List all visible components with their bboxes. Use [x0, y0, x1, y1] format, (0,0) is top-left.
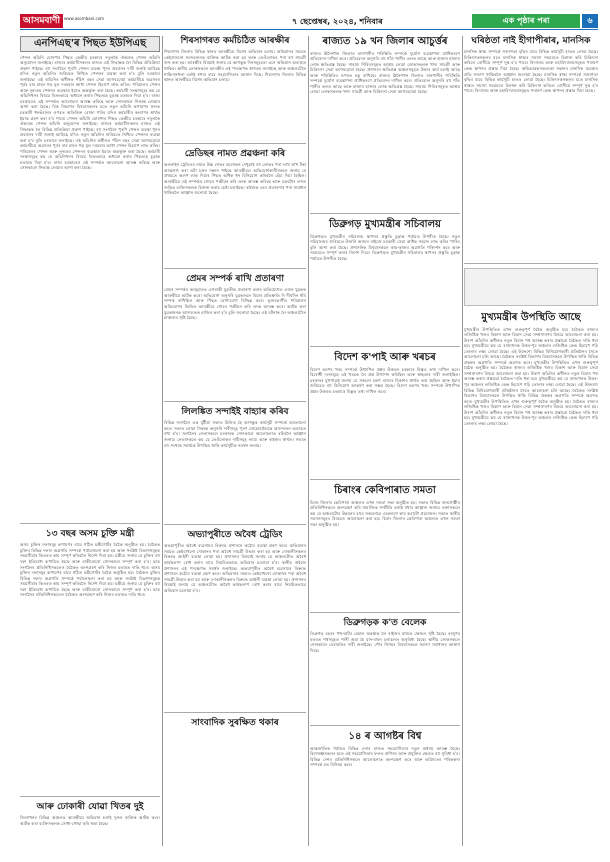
- article-body: ডিব্ৰুগড়ত মুখ্যমন্ত্ৰীৰ সচিবালয় স্থাপনৰ প্ৰস্তুতি চূড়ান্ত পৰ্যায়ত উপনীত হৈছে। নতুন সচিবালয়ৰ জৰিয়তে উজনি অসমৰ ৰাইজে চৰকাৰী সেৱা অধিক সহজে লাভ কৰিব পাৰিব বুলি আশা কৰা হৈছে। প্ৰশাসনিক বিষয়াসকলে কাম-কাজৰ অগ্ৰগতি পৰিদৰ্শন কৰে আৰু সময়মতে সম্পূৰ্ণ কৰাৰ নিৰ্দেশ দিয়ে। ডিব্ৰুগড়ত মুখ্যমন্ত্ৰীৰ সচিবালয় স্থাপনৰ প্ৰস্তুতি চূড়ান্ত পৰ্যায়ত উপনীত হৈছে।: [310, 233, 460, 261]
- newspaper-logo[interactable]: আসমবাণী: [20, 14, 63, 28]
- column-4: [464, 34, 598, 850]
- article-bottom: [20, 800, 160, 844]
- article-sivasagar: [164, 34, 306, 144]
- headline[interactable]: বিদেশ ক'পাই আৰু খৰচৰ: [334, 352, 436, 363]
- headline[interactable]: ডিব্ৰুগড় মুখ্যমন্ত্ৰীৰ সচিবালয়: [329, 219, 441, 230]
- headline[interactable]: শিৰসাগৰত কৰ্মচিঠিত আৰক্ষীৰ: [180, 36, 290, 46]
- website-text: www.asombani.com: [64, 16, 105, 21]
- column-2: [164, 34, 306, 850]
- article-mental-health: [464, 34, 598, 264]
- headline[interactable]: ঘৰিষ্ঠতা নাই হীগাপীৰাৰ, মানসিক: [471, 36, 591, 46]
- article-body: মুখ্যমন্ত্ৰীৰ উপস্থিতিত এখন গুৰুত্বপূৰ্ণ বৈঠক অনুষ্ঠিত হয়। বৈঠকত ৰাজ্যৰ লজিষ্টিক খণ্ডৰ বিকাশ আৰু বিমান সেৱা সম্প্ৰসাৰণৰ বিষয়ে আলোচনা কৰা হয়। উৰাণ আঁচনিৰ অধীনত নতুন বিমান পথ আৰম্ভ কৰাৰ প্ৰস্তাৱো বৈঠকত দাঙি ধৰা হয়। মুখ্যমন্ত্ৰীয়ে কয় যে ৰাজ্যখনক উত্তৰ-পূব অঞ্চলৰ লজিষ্টিক কেন্দ্ৰ হিচাপে গঢ়ি তোলাৰ লক্ষ্য লোৱা হৈছে। এই উদ্দেশ্যে বিভিন্ন বিনিয়োগকাৰী প্ৰতিষ্ঠানৰ সৈতে আলোচনা চলি আছে। বৈঠকত সংশ্লিষ্ট বিভাগৰ বিষয়াসকলে উপস্থিত থাকি বিভিন্ন প্ৰকল্পৰ অগ্ৰগতি সম্পৰ্কে অৱগত কৰে। মুখ্যমন্ত্ৰীৰ উপস্থিতিত এখন গুৰুত্বপূৰ্ণ বৈঠক অনুষ্ঠিত হয়। বৈঠকত ৰাজ্যৰ লজিষ্টিক খণ্ডৰ বিকাশ আৰু বিমান সেৱা সম্প্ৰসাৰণৰ বিষয়ে আলোচনা কৰা হয়। উৰাণ আঁচনিৰ অধীনত নতুন বিমান পথ আৰম্ভ কৰাৰ প্ৰস্তাৱো বৈঠকত দাঙি ধৰা হয়। মুখ্যমন্ত্ৰীয়ে কয় যে ৰাজ্যখনক উত্তৰ-পূব অঞ্চলৰ লজিষ্টিক কেন্দ্ৰ হিচাপে গঢ়ি তোলাৰ লক্ষ্য লোৱা হৈছে। এই উদ্দেশ্যে বিভিন্ন বিনিয়োগকাৰী প্ৰতিষ্ঠানৰ সৈতে আলোচনা চলি আছে। বৈঠকত সংশ্লিষ্ট বিভাগৰ বিষয়াসকলে উপস্থিত থাকি বিভিন্ন প্ৰকল্পৰ অগ্ৰগতি সম্পৰ্কে অৱগত কৰে। মুখ্যমন্ত্ৰীৰ উপস্থিতিত এখন গুৰুত্বপূৰ্ণ বৈঠক অনুষ্ঠিত হয়। বৈঠকত ৰাজ্যৰ লজিষ্টিক খণ্ডৰ বিকাশ আৰু বিমান সেৱা সম্প্ৰসাৰণৰ বিষয়ে আলোচনা কৰা হয়। উৰাণ আঁচনিৰ অধীনত নতুন বিমান পথ আৰম্ভ কৰাৰ প্ৰস্তাৱো বৈঠকত দাঙি ধৰা হয়। মুখ্যমন্ত্ৰীয়ে কয় যে ৰাজ্যখনক উত্তৰ-পূব অঞ্চলৰ লজিষ্টিক কেন্দ্ৰ হিচাপে গঢ়ি তোলাৰ লক্ষ্য লোৱা হৈছে।: [464, 326, 598, 426]
- headline[interactable]: আৰু ঢোকাৰী যোৱা খিতৰ দুই: [36, 802, 144, 812]
- column-3: [310, 34, 460, 850]
- article-cm-presence: [464, 310, 598, 840]
- article-body: অনলাইন ট্ৰেডিঙৰ নামত উচ্চ লাভৰ প্ৰলোভন দেখুৱাই বহু লোকৰ পৰা লাখ লাখ টকা আত্মসাৎ কৰা এটা চক্ৰৰ সন্ধান পাইছে আৰক্ষীয়ে। অভিযোগকাৰীসকলে জনায় যে প্ৰথমতে অলপ লাভ দিয়াৰ পিছত অধিক ধন বিনিয়োগ কৰিবলৈ হেঁচা দিয়া হৈছিল। আৰক্ষীয়ে এই সম্পৰ্কত গোচৰ পঞ্জীয়ন কৰি তদন্ত আৰম্ভ কৰিছে আৰু চক্ৰটোৰ লগত জড়িত ব্যক্তিসকলক চিনাক্ত কৰাৰ চেষ্টা চলাইছে। ৰাইজক এনে প্ৰতাৰণাৰ পৰা সাৱধান থাকিবলৈ আহ্বান জনোৱা হৈছে।: [164, 162, 306, 196]
- headline[interactable]: মুখ্যমন্ত্ৰীৰ উপস্থিতি আছে: [481, 312, 581, 323]
- article-body: জিলাখনৰ বিভিন্ন অঞ্চলত আৰক্ষীয়ে অভিযান চলাই দুজন ব্যক্তিক আটক কৰে। আটক কৰা ব্যক্তিসকলক সোধা-পোছা কৰি থকা হৈছে।: [20, 815, 160, 826]
- article-districts: [310, 34, 460, 214]
- headline[interactable]: এনপিএছ'ৰ পিছত ইউপিএছ: [20, 36, 160, 52]
- article-foreign-expense: [310, 350, 460, 480]
- article-trading-fraud: [164, 147, 306, 269]
- publication-date: ৭ ছেপ্তেম্বৰ, ২০২৪, শনিবাৰ: [292, 17, 383, 26]
- article-body: বিদেশ ভ্ৰমণৰ খৰচ সম্পৰ্কে উত্থাপিত প্ৰশ্নৰ উত্তৰত চৰকাৰে বিস্তৃত তথ্য দাখিল কৰে। বিৰোধী দলসমূহে এই খৰচক লৈ প্ৰশ্ন উত্থাপন কৰিছিল আৰু স্বচ্ছতাৰ দাবী জনাইছিল। চৰকাৰৰ মুখপাত্ৰই জনায় যে সকলো ভ্ৰমণ ৰাজ্যৰ বিকাশৰ স্বাৰ্থত কৰা হৈছিল আৰু ইয়াৰ জৰিয়তে বহু বিনিয়োগ আকৰ্ষণ কৰা সম্ভৱ হৈছে। বিদেশ ভ্ৰমণৰ খৰচ সম্পৰ্কে উত্থাপিত প্ৰশ্নৰ উত্তৰত চৰকাৰে বিস্তৃত তথ্য দাখিল কৰে।: [310, 366, 460, 394]
- article-cm-secretariat: [310, 217, 460, 347]
- headline[interactable]: লিলঙ্কিত সন্দাইই বাহ্যাৰ কৰিব: [181, 407, 289, 417]
- page-number: ৬: [582, 14, 598, 28]
- article-body: অভয়াপুৰীত অবৈধ ব্যৱসায়ৰ বিৰুদ্ধে প্ৰশাসনে কঠোৰ ব্যৱস্থা গ্ৰহণ কৰে। অভিযানৰ সময়ত কেইবাখনো দোকানৰ পৰা অবৈধ সামগ্ৰী উদ্ধাৰ কৰা হয় আৰু দোকানীসকলৰ বিৰুদ্ধে আইনী ব্যৱস্থা লোৱা হয়। প্ৰশাসনৰ বিষয়াই জনায় যে অঞ্চলটোত অবৈধ কাৰ্যকলাপ ৰোধ কৰাৰ বাবে নিয়মিতভাৱে অভিযান চলোৱা হ'ব। স্থানীয় ৰাইজে প্ৰশাসনৰ এই পদক্ষেপক সমৰ্থন জনাইছে। অভয়াপুৰীত অবৈধ ব্যৱসায়ৰ বিৰুদ্ধে প্ৰশাসনে কঠোৰ ব্যৱস্থা গ্ৰহণ কৰে। অভিযানৰ সময়ত কেইবাখনো দোকানৰ পৰা অবৈধ সামগ্ৰী উদ্ধাৰ কৰা হয় আৰু দোকানীসকলৰ বিৰুদ্ধে আইনী ব্যৱস্থা লোৱা হয়। প্ৰশাসনৰ বিষয়াই জনায় যে অঞ্চলটোত অবৈধ কাৰ্যকলাপ ৰোধ কৰাৰ বাবে নিয়মিতভাৱে অভিযান চলোৱা হ'ব।: [164, 543, 306, 593]
- article-assam-accord: [20, 527, 160, 797]
- article-dibrugarh: [310, 616, 460, 726]
- article-illegal-trading: [164, 528, 306, 713]
- headline[interactable]: চিৰাংৰ কেবিপাৰাত সমতা: [334, 485, 436, 496]
- article-body: প্ৰেমৰ সম্পৰ্কৰ অজুহাতত এগৰাকী যুৱতীক প্ৰতাৰণা কৰাৰ অভিযোগত এজন যুৱকক আৰক্ষীয়ে আটক কৰে। অভিযোগ অনুসৰি যুৱকজনে বিয়াৰ প্ৰতিশ্ৰুতি দি দীৰ্ঘদিন ধৰি সম্পৰ্ক ৰাখিছিল আৰু পিছত যোগাযোগ বিচ্ছিন্ন কৰে। ভুক্তভোগীৰ পৰিয়ালৰ অভিযোগৰ ভিত্তিত আৰক্ষীয়ে গোচৰ পঞ্জীয়ন কৰি তদন্ত আৰম্ভ কৰে। আটক কৰা যুৱকজনক আদালতত হাজিৰ কৰা হ'ব বুলি জনোৱা হৈছে। এই ঘটনাক লৈ অঞ্চলটোত চাঞ্চল্যৰ সৃষ্টি হৈছে।: [164, 287, 306, 321]
- section-tag: এক পৃষ্ঠাৰ পৰা: [472, 14, 580, 28]
- article-body: ডিব্ৰুগড় চহৰৰ পথ-ঘাটৰ বেহাল অৱস্থাক লৈ ৰাইজৰ মাজত ক্ষোভৰ সৃষ্টি হৈছে। বৰষুণৰ বতৰত পথসমূহত পানী জমা হৈ যান-বাহন চলাচলত অসুবিধা হৈছে। স্থানীয় লোকসকলে সোনকালে মেৰামতিৰ দাবী জনাইছে। পৌৰ নিগমৰ বিষয়াসকলে সমস্যা সমাধানৰ আশ্বাস দিছে।: [310, 631, 460, 653]
- article-body: ৰাজ্যৰ ঊনৈশখন জিলাত বানপানীৰ পৰিস্থিতি সম্পৰ্কে দুৰ্যোগ ব্যৱস্থাপনা প্ৰাধিকৰণে প্ৰতিবেদন দাখিল কৰে। প্ৰতিবেদন অনুসৰি বহু গাঁও পানীৰ তলত আছে আৰু হাজাৰ হাজাৰ লোক ক্ষতিগ্ৰস্ত হৈছে। সাহায্য শিবিৰসমূহত আশ্ৰয় লোৱা লোকসকলক খাদ্য সামগ্ৰী আৰু চিকিৎসা সেৱা আগবঢ়োৱা হৈছে। প্ৰশাসনে ক্ষতিগ্ৰস্ত অঞ্চলসমূহত উদ্ধাৰ কাৰ্য চলাই আছে আৰু পৰিস্থিতিৰ ওপৰত চকু ৰাখিছে। ৰাজ্যৰ ঊনৈশখন জিলাত বানপানীৰ পৰিস্থিতি সম্পৰ্কে দুৰ্যোগ ব্যৱস্থাপনা প্ৰাধিকৰণে প্ৰতিবেদন দাখিল কৰে। প্ৰতিবেদন অনুসৰি বহু গাঁও পানীৰ তলত আছে আৰু হাজাৰ হাজাৰ লোক ক্ষতিগ্ৰস্ত হৈছে। সাহায্য শিবিৰসমূহত আশ্ৰয় লোৱা লোকসকলক খাদ্য সামগ্ৰী আৰু চিকিৎসা সেৱা আগবঢ়োৱা হৈছে।: [310, 50, 460, 95]
- ad-space: [464, 268, 598, 306]
- headline[interactable]: ৰাজ্যত ১৯ খন জিলাৰ আচুৰ্ত্তৰ: [322, 36, 448, 47]
- column-divider: [308, 36, 309, 846]
- headline[interactable]: অভ্যাপুৰীতে অবৈধ ট্ৰেডিং: [187, 530, 283, 540]
- headline[interactable]: সাংবাদিক সুৰক্ষিত থকাৰ: [191, 718, 279, 728]
- article-body: বিভিন্ন সংগঠনে এক যুটীয়া সভাত মিলিত হৈ আগন্তুক কাৰ্যসূচী সম্পৰ্কে আলোচনা কৰে। সভাত লোৱা সিদ্ধান্ত অনুসৰি দাবীসমূহ পূৰণ নোহোৱালৈকে আন্দোলন অব্যাহত ৰখা হ'ব। সংগঠনৰ নেতাসকলে চৰকাৰক সোনকালে আলোচনাত বহিবলৈ আহ্বান জনায়। নেতাসকলে কয় যে তেওঁলোকৰ দাবীসমূহ ন্যায্য আৰু ৰাইজৰ স্বাৰ্থত। সভাত বহু সংখ্যক সমৰ্থকে উপস্থিত থাকি কাৰ্যসূচীক সমৰ্থন জনায়।: [164, 420, 306, 448]
- article-body: অসম চুক্তিৰ দফাসমূহ ৰূপায়ণৰ বাবে গঠিত মন্ত্ৰীগোটৰ বৈঠক অনুষ্ঠিত হয়। বৈঠকত চুক্তিৰ বিভিন্ন দফাৰ অগ্ৰগতি সম্পৰ্কে পৰ্যালোচনা কৰা হয় আৰু সংশ্লিষ্ট বিভাগসমূহক সময়সীমাৰ ভিতৰত কাম সম্পূৰ্ণ কৰিবলৈ নিৰ্দেশ দিয়া হয়। মন্ত্ৰীয়ে জনায় যে চুক্তিৰ বহু দফা ইতিমধ্যে ৰূপায়িত হৈছে আৰু বাকীবোৰো সোনকালে সম্পূৰ্ণ কৰা হ'ব। ছাত্ৰ সংগঠনৰ প্ৰতিনিধিসকলেও বৈঠকত অংশগ্ৰহণ কৰি নিজৰ মতামত দাঙি ধৰে। অসম চুক্তিৰ দফাসমূহ ৰূপায়ণৰ বাবে গঠিত মন্ত্ৰীগোটৰ বৈঠক অনুষ্ঠিত হয়। বৈঠকত চুক্তিৰ বিভিন্ন দফাৰ অগ্ৰগতি সম্পৰ্কে পৰ্যালোচনা কৰা হয় আৰু সংশ্লিষ্ট বিভাগসমূহক সময়সীমাৰ ভিতৰত কাম সম্পূৰ্ণ কৰিবলৈ নিৰ্দেশ দিয়া হয়। মন্ত্ৰীয়ে জনায় যে চুক্তিৰ বহু দফা ইতিমধ্যে ৰূপায়িত হৈছে আৰু বাকীবোৰো সোনকালে সম্পূৰ্ণ কৰা হ'ব। ছাত্ৰ সংগঠনৰ প্ৰতিনিধিসকলেও বৈঠকত অংশগ্ৰহণ কৰি নিজৰ মতামত দাঙি ধৰে।: [20, 542, 160, 598]
- headline[interactable]: ১৩ বছৰ অসম চুক্তি মন্ত্ৰী: [45, 529, 135, 539]
- article-body: আন্তৰ্জাতিক পৰ্যায়ত বিভিন্ন দেশৰ মাজত সহযোগিতাৰ নতুন অধ্যায় আৰম্ভ হৈছে। বিশেষজ্ঞসকলৰ মতে এই সহযোগিতাৰ ফলত বাণিজ্য আৰু প্ৰযুক্তিৰ ক্ষেত্ৰত বহু সুবিধা হ'ব। বিভিন্ন দেশৰ প্ৰতিনিধিসকলে আলোচনাত অংশগ্ৰহণ কৰে আৰু ভৱিষ্যতৰ পৰিকল্পনা সম্পৰ্কে মত বিনিময় কৰে।: [310, 745, 460, 768]
- article-body: চিৰাং জিলাৰ কেবিপাৰা অঞ্চলত এখন সমতা সভা অনুষ্ঠিত হয়। সভাত বিভিন্ন জনগোষ্ঠীৰ প্ৰতিনিধিসকলে অংশগ্ৰহণ কৰি সামাজিক সম্প্ৰীতি বৰ্তাই ৰখাৰ আহ্বান জনায়। বক্তাসকলে কয় যে অঞ্চলটোৰ উন্নয়নৰ বাবে সকলোৱে একেলগে কাম কৰাটো প্ৰয়োজন। সভাত স্থানীয় সমস্যাসমূহৰ বিষয়েও আলোচনা কৰা হয়। চিৰাং জিলাৰ কেবিপাৰা অঞ্চলত এখন সমতা সভা অনুষ্ঠিত হয়।: [310, 499, 460, 527]
- masthead: [20, 14, 598, 30]
- article-boycott: [164, 405, 306, 525]
- article-body: মানসিক স্বাস্থ্য সম্পৰ্কে সজাগতা বৃদ্ধিৰ বাবে বিভিন্ন কাৰ্যসূচী হাতত লোৱা হৈছে। চিকিৎসকসকলৰ মতে মানসিক স্বাস্থ্যৰ সমস্যা সময়মতে চিনাক্ত কৰি চিকিৎসা কৰিলে ৰোগীয়ে সম্পূৰ্ণ সুস্থ হ'ব পাৰে। বিদ্যালয় আৰু মহাবিদ্যালয়সমূহত পৰামৰ্শ কেন্দ্ৰ স্থাপনৰ প্ৰস্তাৱ দিয়া হৈছে। অভিভাৱকসকলকো সন্তানৰ মানসিক অৱস্থাৰ প্ৰতি সজাগ থাকিবলৈ আহ্বান জনোৱা হৈছে। মানসিক স্বাস্থ্য সম্পৰ্কে সজাগতা বৃদ্ধিৰ বাবে বিভিন্ন কাৰ্যসূচী হাতত লোৱা হৈছে। চিকিৎসকসকলৰ মতে মানসিক স্বাস্থ্যৰ সমস্যা সময়মতে চিনাক্ত কৰি চিকিৎসা কৰিলে ৰোগীয়ে সম্পূৰ্ণ সুস্থ হ'ব পাৰে। বিদ্যালয় আৰু মহাবিদ্যালয়সমূহত পৰামৰ্শ কেন্দ্ৰ স্থাপনৰ প্ৰস্তাৱ দিয়া হৈছে।: [464, 49, 598, 94]
- article-body: পেন্সন আঁচনি ঘোষণাৰ পিছত কেন্দ্ৰীয় চৰকাৰে নতুনকৈ ঐক্যবদ্ধ পেন্সন আঁচনি অনুমোদন জনাইছে। ৰাজ্যৰ কৰ্মচাৰীসকলৰ মাজত এই সিদ্ধান্তক লৈ বিভিন্ন প্ৰতিক্ৰিয়া প্ৰকাশ পাইছে। বহু সংগঠনে পুৰণি পেন্সন ব্যৱস্থা পুনৰ প্ৰবৰ্তনৰ দাবী জনাই আহিছে যদিও নতুন আঁচনিৰ জৰিয়তে নিশ্চিত পেন্সনৰ ব্যৱস্থা কৰা হ'ব বুলি চৰকাৰে জনাইছে। এই আঁচনিৰ অধীনত পঁচিশ বছৰ সেৱা আগবঢ়োৱা কৰ্মচাৰীয়ে অৱসৰৰ পূৰ্বৰ বাৰ মাহৰ গড় মূল দৰমহাৰ আধা পেন্সন হিচাপে লাভ কৰিব। পৰিয়ালৰ পেন্সন আৰু নূন্যতম পেন্সনৰ ব্যৱস্থাও ইয়াত অন্তৰ্ভুক্ত কৰা হৈছে। কৰ্মচাৰী সংস্থাসমূহে কয় যে আঁচনিখনৰ বিষয়ে বিতংভাৱে অধ্যয়ন কৰাৰ পিছতহে চূড়ান্ত মতামত দিয়া হ'ব। ৰাজ্য চৰকাৰেও এই সম্পৰ্কত আলোচনা আৰম্ভ কৰিছে আৰু সোনকালে সিদ্ধান্ত লোৱাৰ আশা কৰা হৈছে। বিত্ত বিভাগৰ বিষয়াসকলৰ মতে নতুন আঁচনি ৰূপায়ণৰ ফলত চৰকাৰী ধনভঁৰালৰ ওপৰত অতিৰিক্ত বোজা পৰিব যদিও কৰ্মচাৰীৰ কল্যাণৰ স্বাৰ্থত ইয়াক গ্ৰহণ কৰা হ'ব পাৰে। পেন্সন আঁচনি ঘোষণাৰ পিছত কেন্দ্ৰীয় চৰকাৰে নতুনকৈ ঐক্যবদ্ধ পেন্সন আঁচনি অনুমোদন জনাইছে। ৰাজ্যৰ কৰ্মচাৰীসকলৰ মাজত এই সিদ্ধান্তক লৈ বিভিন্ন প্ৰতিক্ৰিয়া প্ৰকাশ পাইছে। বহু সংগঠনে পুৰণি পেন্সন ব্যৱস্থা পুনৰ প্ৰবৰ্তনৰ দাবী জনাই আহিছে যদিও নতুন আঁচনিৰ জৰিয়তে নিশ্চিত পেন্সনৰ ব্যৱস্থা কৰা হ'ব বুলি চৰকাৰে জনাইছে। এই আঁচনিৰ অধীনত পঁচিশ বছৰ সেৱা আগবঢ়োৱা কৰ্মচাৰীয়ে অৱসৰৰ পূৰ্বৰ বাৰ মাহৰ গড় মূল দৰমহাৰ আধা পেন্সন হিচাপে লাভ কৰিব। পৰিয়ালৰ পেন্সন আৰু নূন্যতম পেন্সনৰ ব্যৱস্থাও ইয়াত অন্তৰ্ভুক্ত কৰা হৈছে। কৰ্মচাৰী সংস্থাসমূহে কয় যে আঁচনিখনৰ বিষয়ে বিতংভাৱে অধ্যয়ন কৰাৰ পিছতহে চূড়ান্ত মতামত দিয়া হ'ব। ৰাজ্য চৰকাৰেও এই সম্পৰ্কত আলোচনা আৰম্ভ কৰিছে আৰু সোনকালে সিদ্ধান্ত লোৱাৰ আশা কৰা হৈছে।: [20, 54, 160, 171]
- article-body: শিৱসাগৰ জিলাৰ বিভিন্ন স্থানত আৰক্ষীয়ে বিশেষ অভিযান চলায়। অভিযানৰ সময়ত কেইবাজনো সন্দেহজনক ব্যক্তিক আটক কৰা হয় আৰু তেওঁলোকৰ পৰা বহু সামগ্ৰী জব্দ কৰা হয়। আৰক্ষীৰ বিষয়াই জনায় যে আগন্তুক দিনসমূহতো এনে অভিযান অব্যাহত থাকিব। স্থানীয় লোকসকলে আৰক্ষীৰ এই পদক্ষেপক স্বাগতম জনাইছে আৰু অঞ্চলটোত শান্তি-শৃংখলা বৰ্তাই ৰখাৰ বাবে সহযোগিতাৰ আশ্বাস দিছে। শিৱসাগৰ জিলাৰ বিভিন্ন স্থানত আৰক্ষীয়ে বিশেষ অভিযান চলায়।: [164, 49, 306, 83]
- article-chirang: [310, 483, 460, 613]
- headline[interactable]: দ্ৰেডিছৰ নামত প্ৰৱঞ্চনা কৰি: [184, 149, 286, 159]
- article-love-fraud: [164, 272, 306, 402]
- column-divider: [162, 36, 163, 846]
- headline[interactable]: ডিব্ৰুগড়ক ক'ত বেলেক: [343, 618, 427, 628]
- article-journalist: [164, 716, 306, 746]
- column-1: [20, 34, 160, 850]
- headline[interactable]: ১৪ ৰ আগষ্টৰ বিশ্ব: [348, 731, 422, 742]
- article-nps-ups: [20, 34, 160, 524]
- column-divider: [462, 36, 463, 846]
- article-world: [310, 729, 460, 829]
- headline[interactable]: প্ৰেমৰ সম্পৰ্ক ৰাখি প্ৰতাৰণা: [186, 274, 284, 284]
